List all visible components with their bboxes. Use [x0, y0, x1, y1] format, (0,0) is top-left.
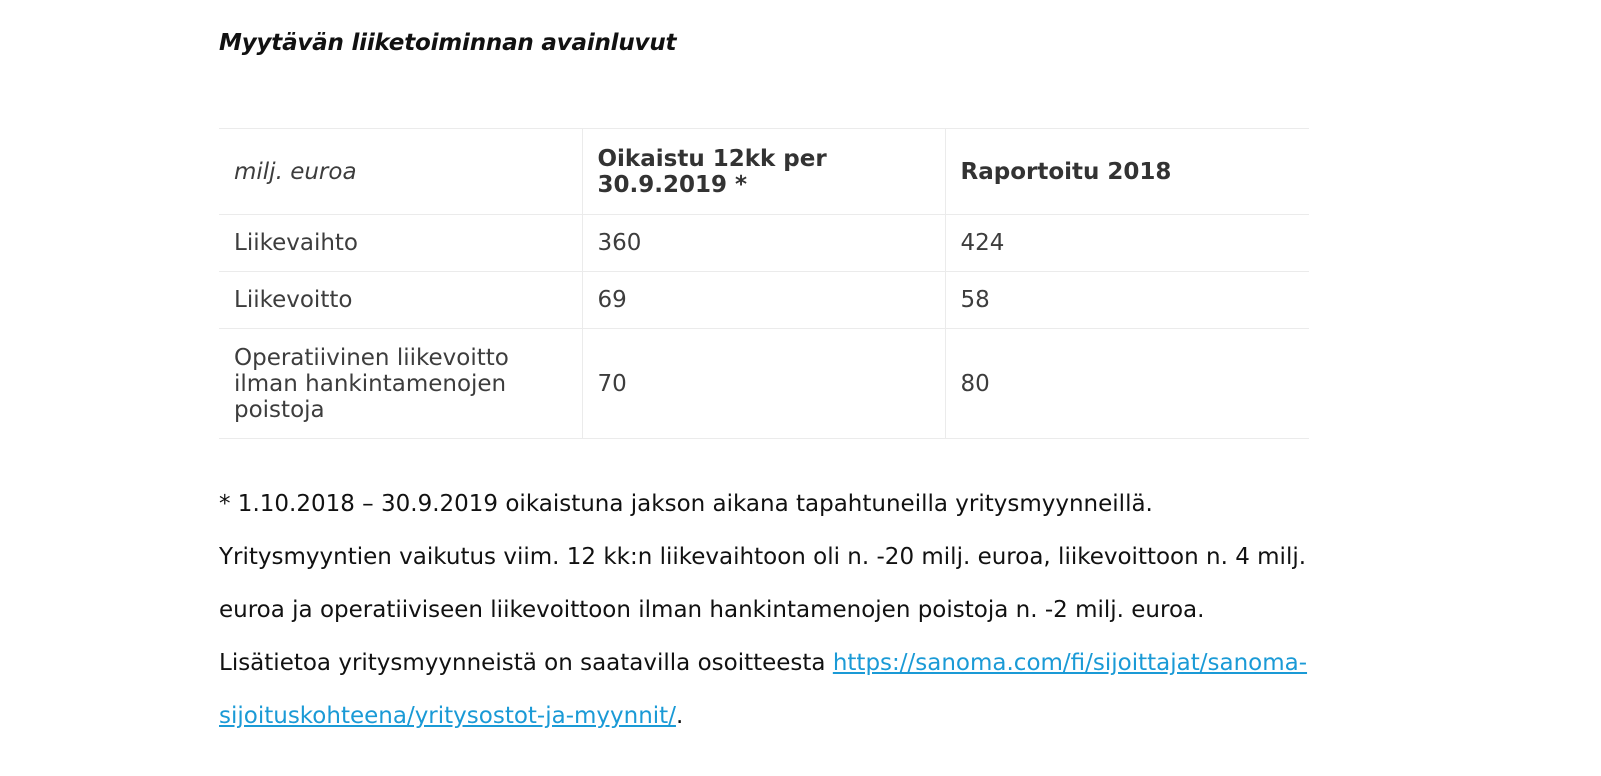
- footnote-end: .: [675, 703, 684, 729]
- cell-value: 424: [945, 215, 1309, 272]
- unit-label: milj. euroa: [219, 129, 582, 215]
- table-row: [219, 329, 1309, 439]
- table-row: [219, 215, 1309, 272]
- row-label: Liikevoitto: [219, 272, 582, 329]
- cell-value: 80: [945, 329, 1309, 439]
- footnote-text: * 1.10.2018 – 30.9.2019 oikaistuna jakson aikana tapahtuneilla yritysmyynneillä. Yritysmyyntien vaikutus viim. 12 kk:n liikevaihtoon oli n. -20 milj. euroa, liikevoittoon n. 4 milj. euroa ja operatiiviseen liikevoittoon ilman hankintamenojen poistoja n. -2 milj. euroa. Lisätietoa yritysmyynneistä on saatavilla osoitteesta: [219, 491, 1307, 676]
- row-label: Liikevaihto: [219, 215, 582, 272]
- cell-value: 58: [945, 272, 1309, 329]
- column-header-reported: Raportoitu 2018: [945, 129, 1309, 215]
- footnote-paragraph: [219, 478, 1309, 743]
- table-header-row: [219, 129, 1309, 215]
- section-heading: Myytävän liiketoiminnan avainluvut: [219, 30, 677, 56]
- row-label: Operatiivinen liikevoitto ilman hankintamenojen poistoja: [219, 329, 582, 439]
- column-header-adjusted: Oikaistu 12kk per 30.9.2019 *: [582, 129, 945, 215]
- cell-value: 70: [582, 329, 945, 439]
- table-row: [219, 272, 1309, 329]
- key-figures-table: [219, 128, 1309, 439]
- divestments-link[interactable]: https://sanoma.com/fi/sijoittajat/sanoma-sijoituskohteena/yritysostot-ja-myynnit/: [219, 650, 1308, 729]
- cell-value: 360: [582, 215, 945, 272]
- cell-value: 69: [582, 272, 945, 329]
